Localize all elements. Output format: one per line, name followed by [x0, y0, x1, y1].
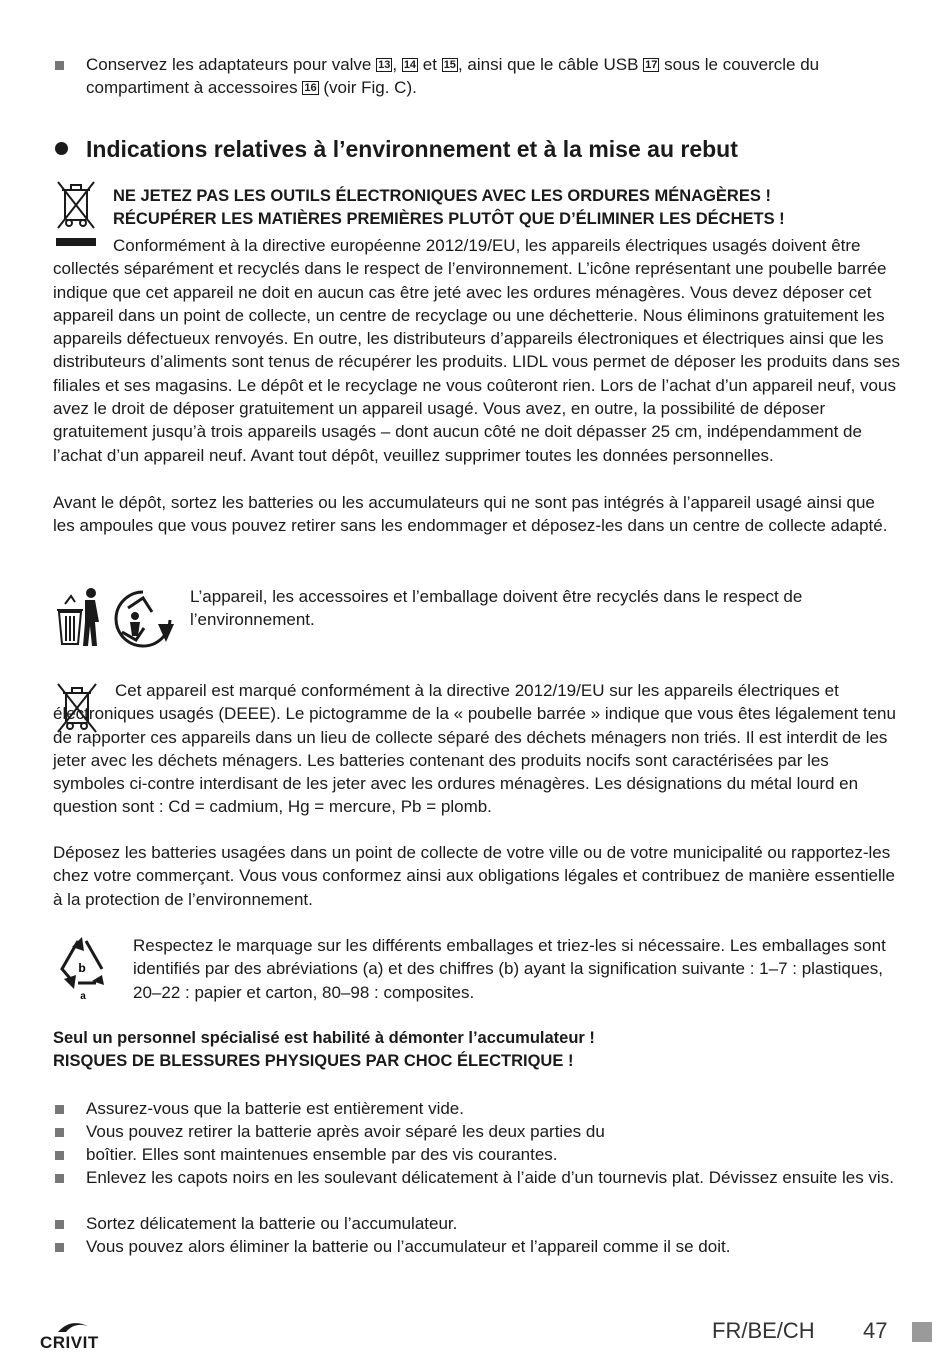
- page-number: 47: [863, 1318, 888, 1343]
- bullet-marker: [55, 1243, 64, 1252]
- bullet-marker: [55, 1105, 64, 1114]
- weee-body-1: Conformément à la directive européenne 2012/19/EU, les appareils électriques usagés doivent être collectés séparément et recyclés dans le respect de l’environnement. L’icône représentant une poubelle barrée indique que cet appareil ne doit en aucun cas être jeté avec les ordures ménagères. Vous devez déposer cet appareil dans un point de collecte, un centre de recyclage ou une déchetterie. Nous éliminons gratuitement les appareils défectueux renvoyés. En outre, les distributeurs d’appareils électroniques et électriques ainsi que les distributeurs d’aliments sont tenus de récupérer les produits. LIDL vous permet de déposer les produits dans ses filiales et ses magasins. Le dépôt et le recyclage ne vous coûteront rien. Lors de l’achat d’un appareil neuf, vous avez le droit de déposer gratuitement un appareil usagé. Vous avez, en outre, la possibilité de déposer gratuitement jusqu’à trois appareils usagés – dont aucun côté ne doit dépasser 25 cm, indépendamment de l’achat d’un appareil neuf. Avant tout dépôt, veuillez supprimer toutes les données personnelles.: [53, 236, 900, 465]
- step-item: Vous pouvez alors éliminer la batterie ou l’accumulateur et l’appareil comme il se doit.: [86, 1237, 731, 1256]
- shock-warning: RISQUES DE BLESSURES PHYSIQUES PAR CHOC ÉLECTRIQUE !: [53, 1052, 574, 1070]
- weee-warning-2: RÉCUPÉRER LES MATIÈRES PREMIÈRES PLUTÔT QUE D’ÉLIMINER LES DÉCHETS !: [113, 210, 785, 228]
- icon-label-b: b: [78, 961, 86, 975]
- bullet-marker: [55, 61, 64, 70]
- step-item: Sortez délicatement la batterie ou l’accumulateur.: [86, 1214, 458, 1233]
- page-marker: [912, 1322, 932, 1342]
- bullet-marker: [55, 1220, 64, 1229]
- section-heading: Indications relatives à l’environnement et à la mise au rebut: [86, 136, 738, 162]
- icon-label-a: a: [80, 991, 86, 1002]
- brand-name: CRIVIT: [40, 1333, 99, 1352]
- recycle-loop-icon: [108, 588, 178, 648]
- step-item: boîtier. Elles sont maintenues ensemble par des vis courantes.: [86, 1145, 558, 1164]
- ref-14: 14: [403, 59, 417, 71]
- specialist-warning: Seul un personnel spécialisé est habilité à démonter l’accumulateur !: [53, 1029, 595, 1047]
- bullet-marker: [55, 1128, 64, 1137]
- step-item: Vous pouvez retirer la batterie après avoir séparé les deux parties du: [86, 1122, 605, 1141]
- deposit-text: Déposez les batteries usagées dans un point de collecte de votre ville ou de votre municipalité ou rapportez-les chez votre commerçant. Vous vous conformez ainsi aux obligations légales et contribuez de manière essentielle à la protection de l’environnement.: [53, 843, 895, 909]
- crivit-logo: [40, 1320, 110, 1352]
- packaging-recycle-icon: [56, 935, 108, 1003]
- bullet-marker: [55, 1174, 64, 1183]
- trash-person-icon: [55, 586, 105, 648]
- language-code: FR/BE/CH: [712, 1318, 815, 1343]
- step-item: Enlevez les capots noirs en les soulevant délicatement à l’aide d’un tournevis plat. Dévissez ensuite les vis.: [86, 1168, 894, 1187]
- ref-15: 15: [443, 59, 456, 71]
- ref-16: 16: [304, 82, 317, 95]
- step-item: Assurez-vous que la batterie est entièrement vide.: [86, 1099, 464, 1118]
- heading-dot-icon: [55, 142, 68, 155]
- weee-warning-1: NE JETEZ PAS LES OUTILS ÉLECTRONIQUES AVEC LES ORDURES MÉNAGÈRES !: [113, 187, 771, 205]
- ref-17: 17: [645, 59, 658, 71]
- ref-13: 13: [378, 59, 391, 71]
- recycle-text: L’appareil, les accessoires et l’emballage doivent être recyclés dans le respect de l’environnement.: [190, 587, 803, 630]
- crivit-swoosh-icon: [56, 1320, 90, 1334]
- accessory-storage-note: Conservez les adaptateurs pour valve 13 , 14 et 15 , ainsi que le câble USB 17 sous le couvercle du compartiment à accessoires 16 (voir Fig. C).: [86, 55, 820, 98]
- weee2-text: Cet appareil est marqué conformément à la directive 2012/19/EU sur les appareils électriques et électroniques usagés (DEEE). Le pictogramme de la « poubelle barrée » indique que vous êtes légalement tenu de rapporter ces appareils dans un lieu de collecte séparé des déchets ménagers non triés. Il est interdit de les jeter avec les déchets ménagers. Les batteries contenant des produits nocifs sont caractérisées par les symboles ci-contre interdisant de les jeter avec les ordures ménagères. Les désignations du métal lourd en question sont : Cd = cadmium, Hg = mercure, Pb = plomb.: [53, 681, 896, 817]
- packaging-text: Respectez le marquage sur les différents emballages et triez-les si nécessaire. Les emballages sont identifiés par des abréviations (a) et des chiffres (b) ayant la signification suivante : 1–7 : plastiques, 20–22 : papier et carton, 80–98 : composites.: [133, 936, 886, 1002]
- bullet-marker: [55, 1151, 64, 1160]
- weee-body-2: Avant le dépôt, sortez les batteries ou les accumulateurs qui ne sont pas intégrés à l’appareil usagé ainsi que les ampoules que vous pouvez retirer sans les endommager et déposez-les dans un centre de collecte adapté.: [53, 493, 888, 536]
